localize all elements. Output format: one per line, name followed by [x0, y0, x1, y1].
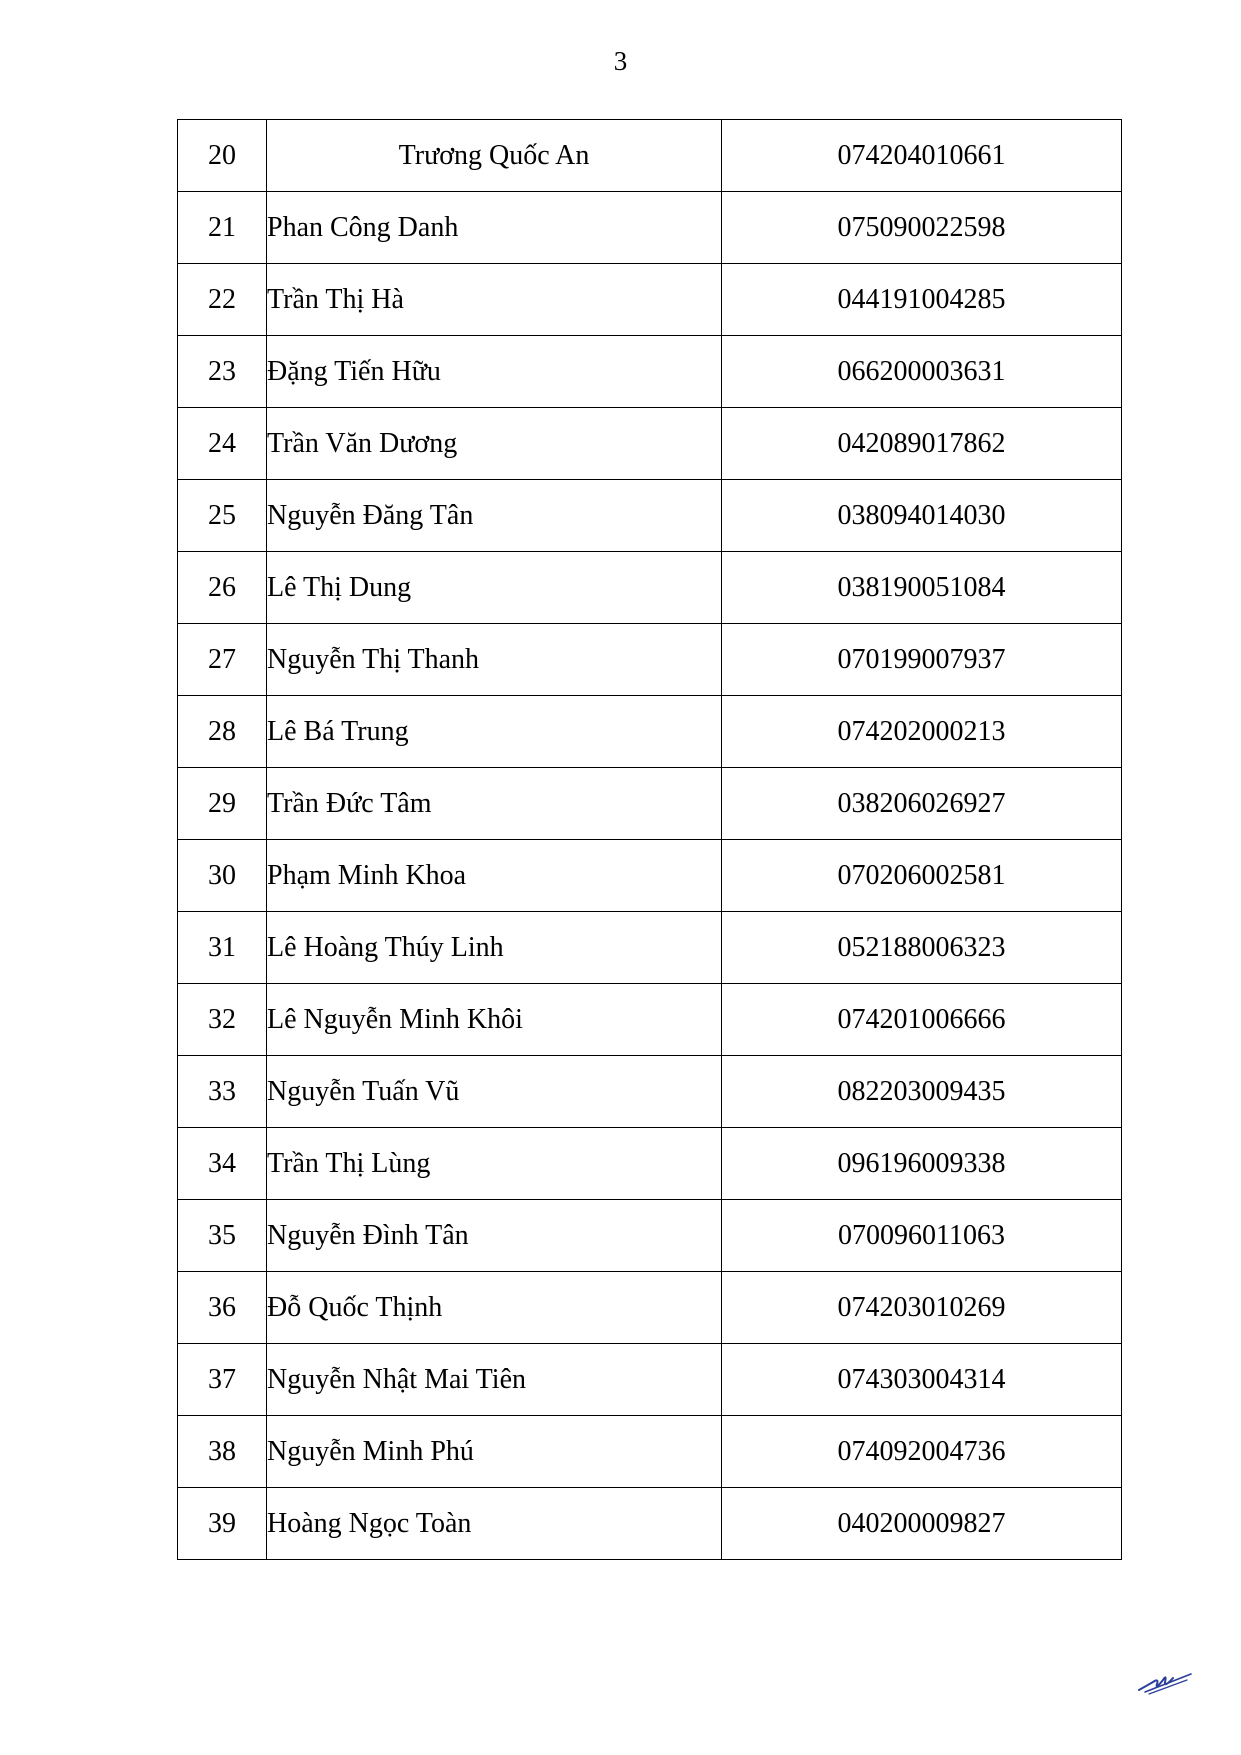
roster-table	[177, 119, 1122, 1560]
table-row	[178, 1200, 1122, 1272]
id-number: 074204010661	[722, 120, 1122, 192]
table-row	[178, 696, 1122, 768]
person-name: Đỗ Quốc Thịnh	[267, 1272, 722, 1344]
id-number: 038206026927	[722, 768, 1122, 840]
id-number: 066200003631	[722, 336, 1122, 408]
id-number: 075090022598	[722, 192, 1122, 264]
table-row	[178, 264, 1122, 336]
row-number: 20	[178, 120, 267, 192]
id-number: 074202000213	[722, 696, 1122, 768]
table-row	[178, 120, 1122, 192]
id-number: 070206002581	[722, 840, 1122, 912]
person-name: Nguyễn Đăng Tân	[267, 480, 722, 552]
person-name: Lê Nguyễn Minh Khôi	[267, 984, 722, 1056]
person-name: Trần Đức Tâm	[267, 768, 722, 840]
person-name: Trương Quốc An	[267, 120, 722, 192]
table-row	[178, 624, 1122, 696]
id-number: 074201006666	[722, 984, 1122, 1056]
row-number: 30	[178, 840, 267, 912]
table-row	[178, 1416, 1122, 1488]
person-name: Phạm Minh Khoa	[267, 840, 722, 912]
id-number: 074092004736	[722, 1416, 1122, 1488]
table-row	[178, 768, 1122, 840]
table-row	[178, 1344, 1122, 1416]
table-row	[178, 1272, 1122, 1344]
row-number: 27	[178, 624, 267, 696]
table-row	[178, 1488, 1122, 1560]
row-number: 37	[178, 1344, 267, 1416]
person-name: Lê Thị Dung	[267, 552, 722, 624]
person-name: Nguyễn Nhật Mai Tiên	[267, 1344, 722, 1416]
row-number: 29	[178, 768, 267, 840]
id-number: 070096011063	[722, 1200, 1122, 1272]
table-row	[178, 1056, 1122, 1128]
person-name: Lê Hoàng Thúy Linh	[267, 912, 722, 984]
table-row	[178, 1128, 1122, 1200]
row-number: 28	[178, 696, 267, 768]
table-row	[178, 552, 1122, 624]
person-name: Nguyễn Minh Phú	[267, 1416, 722, 1488]
row-number: 23	[178, 336, 267, 408]
table-row	[178, 192, 1122, 264]
page-number: 3	[613, 46, 628, 76]
row-number: 34	[178, 1128, 267, 1200]
id-number: 082203009435	[722, 1056, 1122, 1128]
table-row	[178, 336, 1122, 408]
id-number: 096196009338	[722, 1128, 1122, 1200]
person-name: Nguyễn Tuấn Vũ	[267, 1056, 722, 1128]
table-row	[178, 912, 1122, 984]
person-name: Nguyễn Thị Thanh	[267, 624, 722, 696]
row-number: 31	[178, 912, 267, 984]
table-row	[178, 408, 1122, 480]
id-number: 052188006323	[722, 912, 1122, 984]
row-number: 33	[178, 1056, 267, 1128]
row-number: 21	[178, 192, 267, 264]
id-number: 074203010269	[722, 1272, 1122, 1344]
table-row	[178, 480, 1122, 552]
person-name: Trần Thị Hà	[267, 264, 722, 336]
id-number: 038190051084	[722, 552, 1122, 624]
row-number: 35	[178, 1200, 267, 1272]
id-number: 070199007937	[722, 624, 1122, 696]
table-row	[178, 840, 1122, 912]
person-name: Trần Văn Dương	[267, 408, 722, 480]
person-name: Lê Bá Trung	[267, 696, 722, 768]
row-number: 26	[178, 552, 267, 624]
row-number: 25	[178, 480, 267, 552]
person-name: Phan Công Danh	[267, 192, 722, 264]
row-number: 22	[178, 264, 267, 336]
id-number: 038094014030	[722, 480, 1122, 552]
person-name: Hoàng Ngọc Toàn	[267, 1488, 722, 1560]
row-number: 36	[178, 1272, 267, 1344]
handwritten-initials-icon	[1135, 1660, 1195, 1696]
id-number: 044191004285	[722, 264, 1122, 336]
row-number: 32	[178, 984, 267, 1056]
person-name: Đặng Tiến Hữu	[267, 336, 722, 408]
row-number: 39	[178, 1488, 267, 1560]
table-row	[178, 984, 1122, 1056]
person-name: Trần Thị Lùng	[267, 1128, 722, 1200]
person-name: Nguyễn Đình Tân	[267, 1200, 722, 1272]
row-number: 24	[178, 408, 267, 480]
id-number: 042089017862	[722, 408, 1122, 480]
row-number: 38	[178, 1416, 267, 1488]
id-number: 040200009827	[722, 1488, 1122, 1560]
id-number: 074303004314	[722, 1344, 1122, 1416]
